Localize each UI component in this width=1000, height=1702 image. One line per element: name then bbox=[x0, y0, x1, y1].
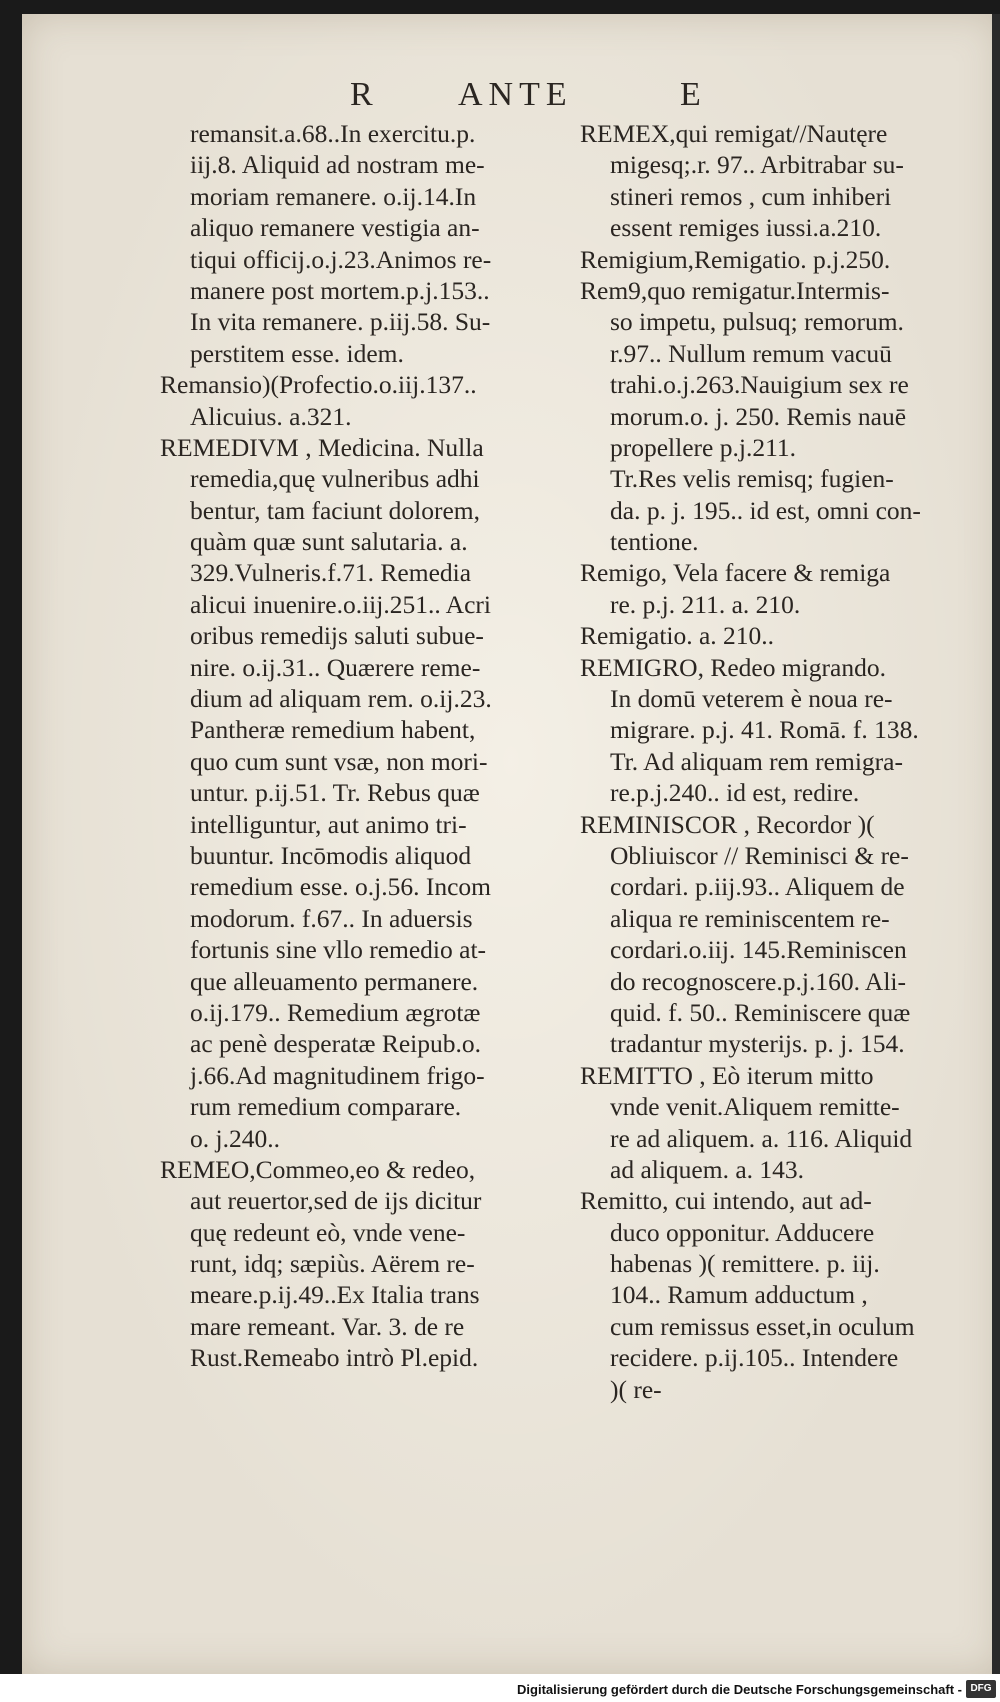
text-line: propellere p.j.211. bbox=[610, 432, 796, 462]
text-line: stineri remos , cum inhiberi bbox=[610, 181, 892, 211]
text-line: tradantur mysterijs. p. j. 154. bbox=[610, 1029, 905, 1059]
text-line: recidere. p.ij.105.. Intendere bbox=[610, 1343, 899, 1373]
page-edge bbox=[992, 14, 1000, 1674]
header-center-word: ANTE bbox=[458, 76, 573, 113]
text-line: In domū veterem è noua re- bbox=[610, 684, 893, 714]
text-line: remansit.a.68..In exercitu.p. bbox=[190, 119, 476, 148]
text-line: morum.o. j. 250. Remis nauē bbox=[610, 401, 907, 431]
text-line: meare.p.ij.49..Ex Italia trans bbox=[190, 1280, 480, 1310]
text-line: o. j.240.. bbox=[190, 1123, 280, 1153]
text-line: r.97.. Nullum remum vacuū bbox=[610, 338, 892, 368]
text-line: quid. f. 50.. Reminiscere quæ bbox=[610, 997, 911, 1027]
text-line: ad aliquem. a. 143. bbox=[610, 1154, 805, 1184]
text-line: quę redeunt eò, vnde vene- bbox=[190, 1217, 466, 1247]
text-line: re.p.j.240.. id est, redire. bbox=[610, 778, 860, 808]
text-line: do recognoscere.p.j.160. Ali- bbox=[610, 966, 907, 996]
text-line: Tr. Ad aliquam rem remigra- bbox=[610, 746, 903, 776]
text-line: rum remedium comparare. bbox=[190, 1092, 462, 1122]
text-line: moriam remanere. o.ij.14.In bbox=[190, 181, 477, 211]
text-line: buuntur. Incōmodis aliquod bbox=[190, 840, 472, 870]
text-line: habenas )( remittere. p. iij. bbox=[610, 1249, 880, 1279]
text-line: Remansio)(Profectio.o.iij.137.. bbox=[160, 370, 477, 400]
text-line: REMIGRO, Redeo migrando. bbox=[580, 652, 886, 682]
footer-bar bbox=[0, 1674, 1000, 1702]
text-line: duco opponitur. Adducere bbox=[610, 1217, 875, 1247]
text-line: Remigium,Remigatio. p.j.250. bbox=[580, 244, 891, 274]
text-line: so impetu, pulsuq; remorum. bbox=[610, 307, 904, 337]
text-line: Rem9,quo remigatur.Intermis- bbox=[580, 275, 890, 305]
text-line: Obliuiscor // Reminisci & re- bbox=[610, 840, 909, 870]
funding-credit: Digitalisierung gefördert durch die Deutsche Forschungsgemeinschaft - bbox=[517, 1682, 962, 1697]
text-line: nire. o.ij.31.. Quærere reme- bbox=[190, 652, 481, 682]
text-line: Alicuius. a.321. bbox=[190, 401, 352, 431]
right-column bbox=[580, 118, 980, 1405]
text-line: Remitto, cui intendo, aut ad- bbox=[580, 1186, 872, 1216]
text-line: Pantheræ remedium habent, bbox=[190, 715, 476, 745]
text-line: cordari. p.iij.93.. Aliquem de bbox=[610, 872, 905, 902]
text-line: tiqui officij.o.j.23.Animos re- bbox=[190, 244, 492, 274]
text-line: modorum. f.67.. In aduersis bbox=[190, 903, 473, 933]
text-line: cordari.o.iij. 145.Reminiscen bbox=[610, 935, 907, 965]
text-line: remedia,quę vulneribus adhi bbox=[190, 464, 480, 494]
text-line: re ad aliquem. a. 116. Aliquid bbox=[610, 1123, 913, 1153]
dfg-logo: DFG bbox=[966, 1680, 996, 1698]
text-line: mare remeant. Var. 3. de re bbox=[190, 1311, 465, 1341]
text-line: cum remissus esset,in oculum bbox=[610, 1311, 915, 1341]
text-line: REMEO,Commeo,eo & redeo, bbox=[160, 1154, 476, 1184]
text-line: remedium esse. o.j.56. Incom bbox=[190, 872, 491, 902]
text-line: REMEX,qui remigat//Nautęre bbox=[580, 119, 888, 148]
text-line: essent remiges iussi.a.210. bbox=[610, 213, 882, 243]
text-line: migrare. p.j. 41. Romā. f. 138. bbox=[610, 715, 919, 745]
text-line: trahi.o.j.263.Nauigium sex re bbox=[610, 370, 909, 400]
text-line: aut reuertor,sed de ijs dicitur bbox=[190, 1186, 482, 1216]
text-line: manere post mortem.p.j.153.. bbox=[190, 275, 490, 305]
text-line: )( re- bbox=[610, 1374, 662, 1404]
text-line: migesq;.r. 97.. Arbitrabar su- bbox=[610, 150, 904, 180]
header-left-letter: R bbox=[350, 76, 374, 113]
text-line: dium ad aliquam rem. o.ij.23. bbox=[190, 684, 492, 714]
text-line: REMITTO , Eò iterum mitto bbox=[580, 1060, 874, 1090]
text-line: aliquo remanere vestigia an- bbox=[190, 213, 480, 243]
text-line: quo cum sunt vsæ, non mori- bbox=[190, 746, 488, 776]
text-line: alicui inuenire.o.iij.251.. Acri bbox=[190, 589, 491, 619]
text-line: untur. p.ij.51. Tr. Rebus quæ bbox=[190, 778, 480, 808]
text-line: Tr.Res velis remisq; fugien- bbox=[610, 464, 894, 494]
text-line: Rust.Remeabo intrò Pl.epid. bbox=[190, 1343, 479, 1373]
text-line: perstitem esse. idem. bbox=[190, 338, 404, 368]
text-line: re. p.j. 211. a. 210. bbox=[610, 589, 801, 619]
text-line: aliqua re reminiscentem re- bbox=[610, 903, 890, 933]
text-line: intelliguntur, aut animo tri- bbox=[190, 809, 467, 839]
text-line: In vita remanere. p.iij.58. Su- bbox=[190, 307, 491, 337]
text-line: Remigo, Vela facere & remiga bbox=[580, 558, 891, 588]
text-line: o.ij.179.. Remedium ægrotæ bbox=[190, 997, 481, 1027]
text-line: runt, idq; sæpiùs. Aërem re- bbox=[190, 1249, 475, 1279]
text-line: ac penè desperatæ Reipub.o. bbox=[190, 1029, 482, 1059]
text-line: tentione. bbox=[610, 527, 699, 557]
text-line: bentur, tam faciunt dolorem, bbox=[190, 495, 481, 525]
header-right-letter: E bbox=[680, 76, 702, 113]
text-line: quàm quæ sunt salutaria. a. bbox=[190, 527, 468, 557]
text-line: 329.Vulneris.f.71. Remedia bbox=[190, 558, 472, 588]
text-line: 104.. Ramum adductum , bbox=[610, 1280, 868, 1310]
text-line: da. p. j. 195.. id est, omni con- bbox=[610, 495, 921, 525]
text-line: iij.8. Aliquid ad nostram me- bbox=[190, 150, 485, 180]
left-column bbox=[160, 118, 570, 1374]
text-line: Remigatio. a. 210.. bbox=[580, 621, 775, 651]
text-line: oribus remedijs saluti subue- bbox=[190, 621, 484, 651]
text-line: j.66.Ad magnitudinem frigo- bbox=[190, 1060, 485, 1090]
text-line: REMINISCOR , Recordor )( bbox=[580, 809, 875, 839]
text-line: fortunis sine vllo remedio at- bbox=[190, 935, 487, 965]
text-line: vnde venit.Aliquem remitte- bbox=[610, 1092, 900, 1122]
text-line: que alleuamento permanere. bbox=[190, 966, 479, 996]
text-line: REMEDIVM , Medicina. Nulla bbox=[160, 432, 484, 462]
